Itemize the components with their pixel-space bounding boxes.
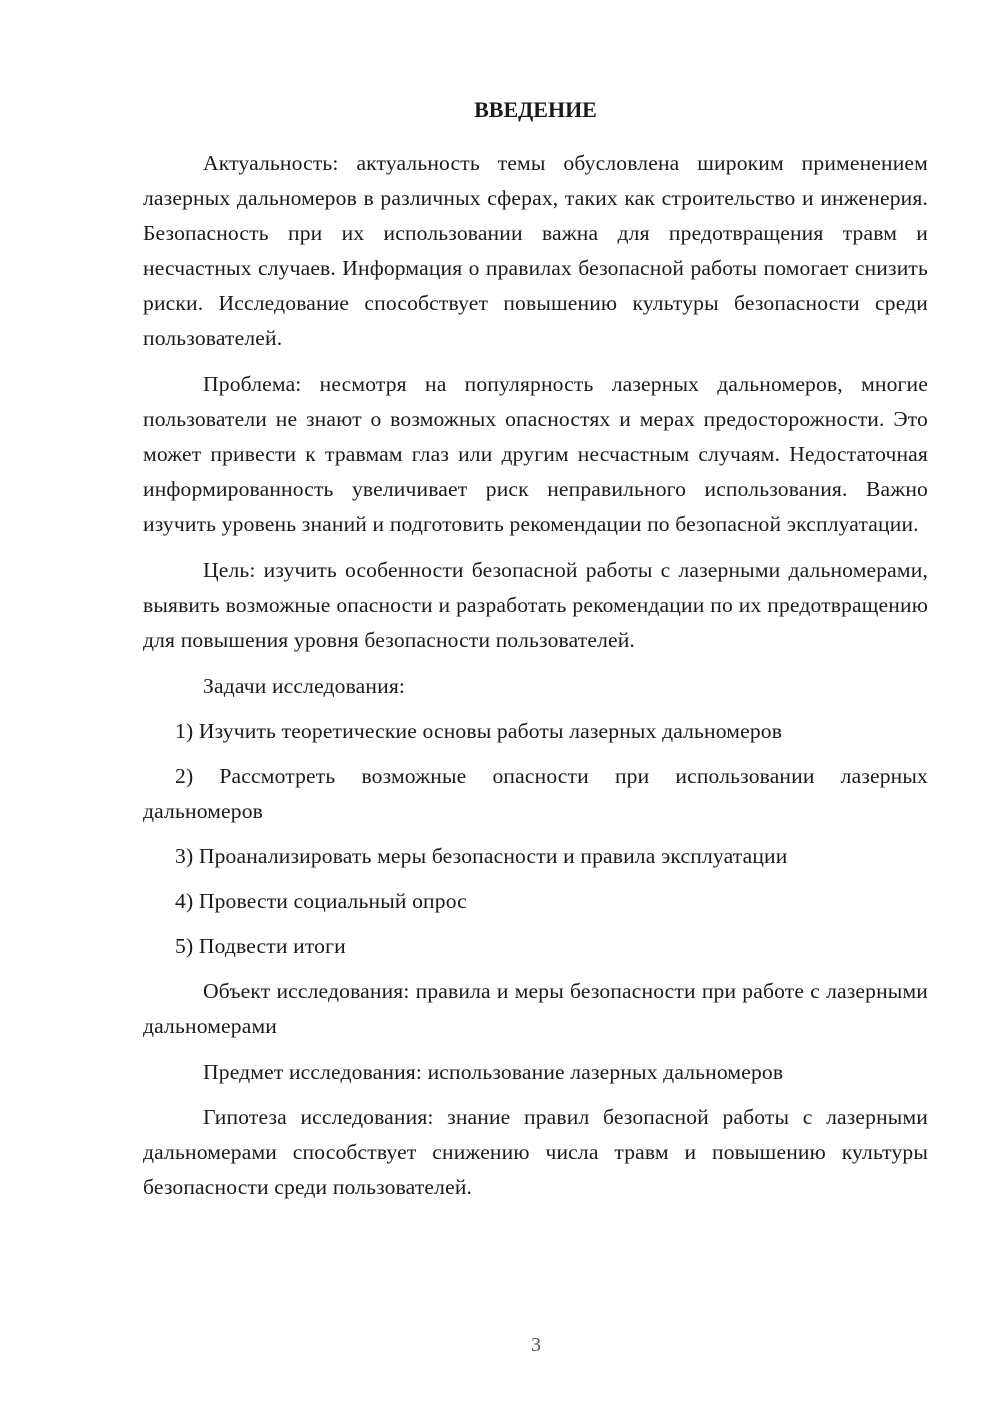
object-paragraph: Объект исследования: правила и меры безопасности при работе с лазерными дальномерами (143, 979, 928, 1038)
tasks-heading: Задачи исследования: (203, 674, 406, 698)
subject-paragraph: Предмет исследования: использование лазерных дальномеров (203, 1060, 784, 1084)
relevance-paragraph: Актуальность: актуальность темы обусловлена широким применением лазерных дальномеров в различных сферах, таких как строительство и инженерия. Безопасность при их использовании важна для предотвращения травм и несчастных случаев. Информация о правилах безопасной работы помогает снизить риски. Исследование способствует повышению культуры безопасности среди пользователей. (143, 151, 928, 350)
task-item-2: 2) Рассмотреть возможные опасности при использовании лазерных дальномеров (143, 764, 928, 823)
task-item-5: 5) Подвести итоги (175, 934, 346, 958)
section-heading: ВВЕДЕНИЕ (474, 97, 597, 122)
task-item-4: 4) Провести социальный опрос (175, 889, 467, 913)
task-item-1: 1) Изучить теоретические основы работы лазерных дальномеров (175, 719, 783, 743)
page-number: 3 (531, 1334, 541, 1356)
task-item-3: 3) Проанализировать меры безопасности и правила эксплуатации (175, 844, 788, 868)
goal-paragraph: Цель: изучить особенности безопасной работы с лазерными дальномерами, выявить возможные опасности и разработать рекомендации по их предотвращению для повышения уровня безопасности пользователей. (143, 558, 928, 652)
document-page (143, 96, 928, 1216)
hypothesis-paragraph: Гипотеза исследования: знание правил безопасной работы с лазерными дальномерами способствует снижению числа травм и повышению культуры безопасности среди пользователей. (143, 1105, 928, 1199)
problem-paragraph: Проблема: несмотря на популярность лазерных дальномеров, многие пользователи не знают о возможных опасностях и мерах предосторожности. Это может привести к травмам глаз или другим несчастным случаям. Недостаточная информированность увеличивает риск неправильного использования. Важно изучить уровень знаний и подготовить рекомендации по безопасной эксплуатации. (143, 372, 928, 536)
